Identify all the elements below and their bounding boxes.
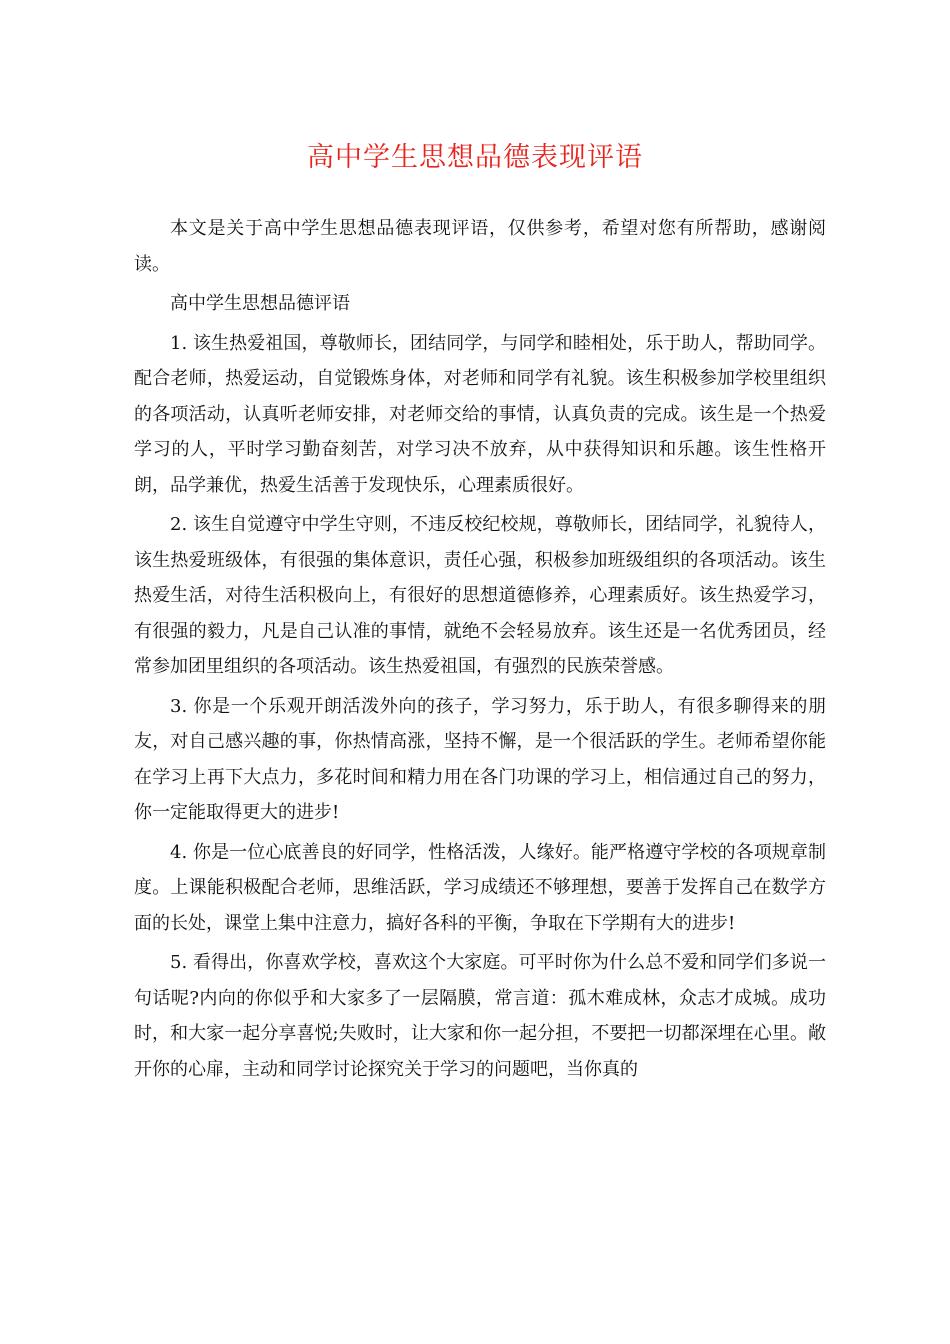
comment-paragraph-2: 2. 该生自觉遵守中学生守则，不违反校纪校规，尊敬师长，团结同学，礼貌待人，该生热爱班级体，有很强的集体意识，责任心强，积极参加班级组织的各项活动。该生热爱生活，对待生活积极向上，有很好的思想道德修养，心理素质好。该生热爱学习，有很强的毅力，凡是自己认准的事情，就绝不会轻易放弃。该生还是一名优秀团员，经常参加团里组织的各项活动。该生热爱祖国，有强烈的民族荣誉感。 (134, 514, 826, 677)
intro-paragraph: 本文是关于高中学生思想品德表现评语，仅供参考，希望对您有所帮助，感谢阅读。 (134, 218, 826, 275)
comment-paragraph-5: 5. 看得出，你喜欢学校，喜欢这个大家庭。可平时你为什么总不爱和同学们多说一句话呢?内向的你似乎和大家多了一层隔膜，常言道：孤木难成林，众志才成城。成功时，和大家一起分享喜悦;失败时，让大家和你一起分担，不要把一切都深埋在心里。敞开你的心扉，主动和同学讨论探究关于学习的问题吧，当你真的 (134, 952, 826, 1080)
comment-paragraph-4: 4. 你是一位心底善良的好同学，性格活泼，人缘好。能严格遵守学校的各项规章制度。上课能积极配合老师，思维活跃，学习成绩还不够理想，要善于发挥自己在数学方面的长处，课堂上集中注意力，搞好各科的平衡，争取在下学期有大的进步! (134, 841, 826, 934)
comment-paragraph-1: 1. 该生热爱祖国，尊敬师长，团结同学，与同学和睦相处，乐于助人，帮助同学。配合老师，热爱运动，自觉锻炼身体，对老师和同学有礼貌。该生积极参加学校里组织的各项活动，认真听老师安排，对老师交给的事情，认真负责的完成。该生是一个热爱学习的人，平时学习勤奋刻苦，对学习决不放弃，从中获得知识和乐趣。该生性格开朗，品学兼优，热爱生活善于发现快乐，心理素质很好。 (134, 332, 826, 496)
document-title: 高中学生思想品德表现评语 (307, 142, 643, 173)
document-body (134, 211, 826, 1091)
comment-paragraph-3: 3. 你是一个乐观开朗活泼外向的孩子，学习努力，乐于助人，有很多聊得来的朋友，对自己感兴趣的事，你热情高涨，坚持不懈，是一个很活跃的学生。老师希望你能在学习上再下大点力，多花时间和精力用在各门功课的学习上，相信通过自己的努力，你一定能取得更大的进步! (134, 695, 826, 823)
section-heading: 高中学生思想品德评语 (170, 293, 350, 314)
